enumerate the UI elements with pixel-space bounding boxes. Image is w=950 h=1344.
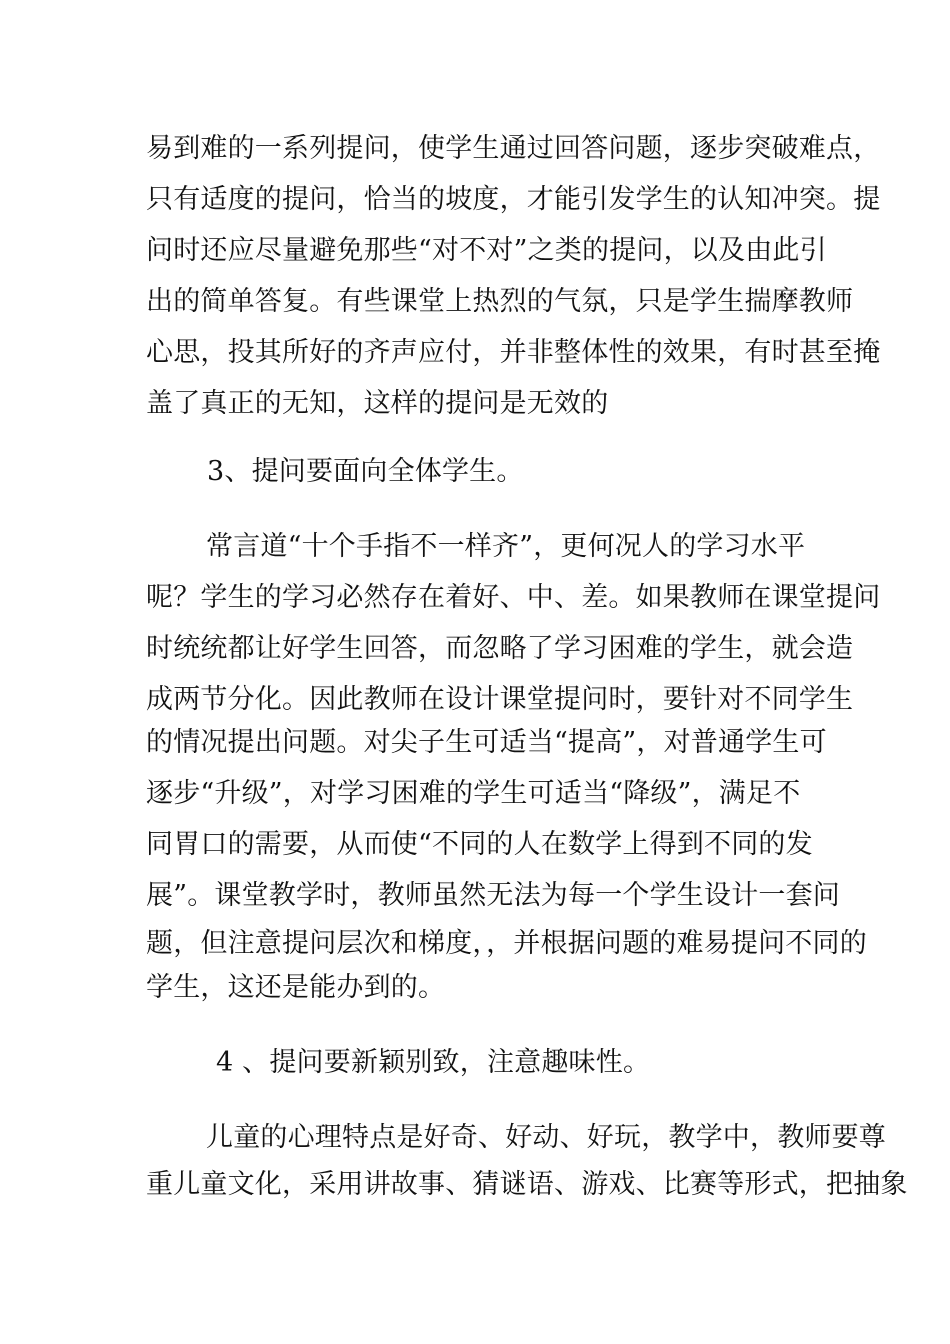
section-heading-4: 4 、提问要新颖别致，注意趣味性。 [216,1047,651,1078]
section-heading-3: 3、提问要面向全体学生。 [207,456,524,487]
paragraph-line: 的情况提出问题。对尖子生可适当“提高”，对普通学生可 [146,727,827,758]
paragraph-line: 常言道“十个手指不一样齐”，更何况人的学习水平 [206,531,806,562]
paragraph-line: 呢？学生的学习必然存在着好、中、差。如果教师在课堂提问 [146,582,881,613]
paragraph-line: 时统统都让好学生回答，而忽略了学习困难的学生，就会造 [146,633,854,664]
paragraph-line: 同胃口的需要，从而使“不同的人在数学上得到不同的发 [146,829,813,860]
paragraph-line: 问时还应尽量避免那些“对不对”之类的提问，以及由此引 [146,235,827,266]
paragraph-line: 心思，投其所好的齐声应付，并非整体性的效果，有时甚至掩 [146,337,881,368]
paragraph-line: 成两节分化。因此教师在设计课堂提问时，要针对不同学生 [146,684,854,715]
paragraph-line: 儿童的心理特点是好奇、好动、好玩，教学中，教师要尊 [206,1122,886,1153]
paragraph-line: 重儿童文化，采用讲故事、猜谜语、游戏、比赛等形式，把抽象 [146,1169,908,1200]
paragraph-line: 易到难的一系列提问，使学生通过回答问题，逐步突破难点， [146,133,881,164]
paragraph-line: 题，但注意提问层次和梯度，，并根据问题的难易提问不同的 [146,928,867,959]
paragraph-line: 展”。课堂教学时，教师虽然无法为每一个学生设计一套问 [146,880,841,911]
paragraph-line: 学生，这还是能办到的。 [146,972,446,1003]
paragraph-line: 只有适度的提问，恰当的坡度，才能引发学生的认知冲突。提 [146,184,881,215]
paragraph-line: 盖了真正的无知，这样的提问是无效的 [146,388,609,419]
paragraph-line: 逐步“升级”，对学习困难的学生可适当“降级”，满足不 [146,778,801,809]
paragraph-line: 出的简单答复。有些课堂上热烈的气氛，只是学生揣摩教师 [146,286,854,317]
